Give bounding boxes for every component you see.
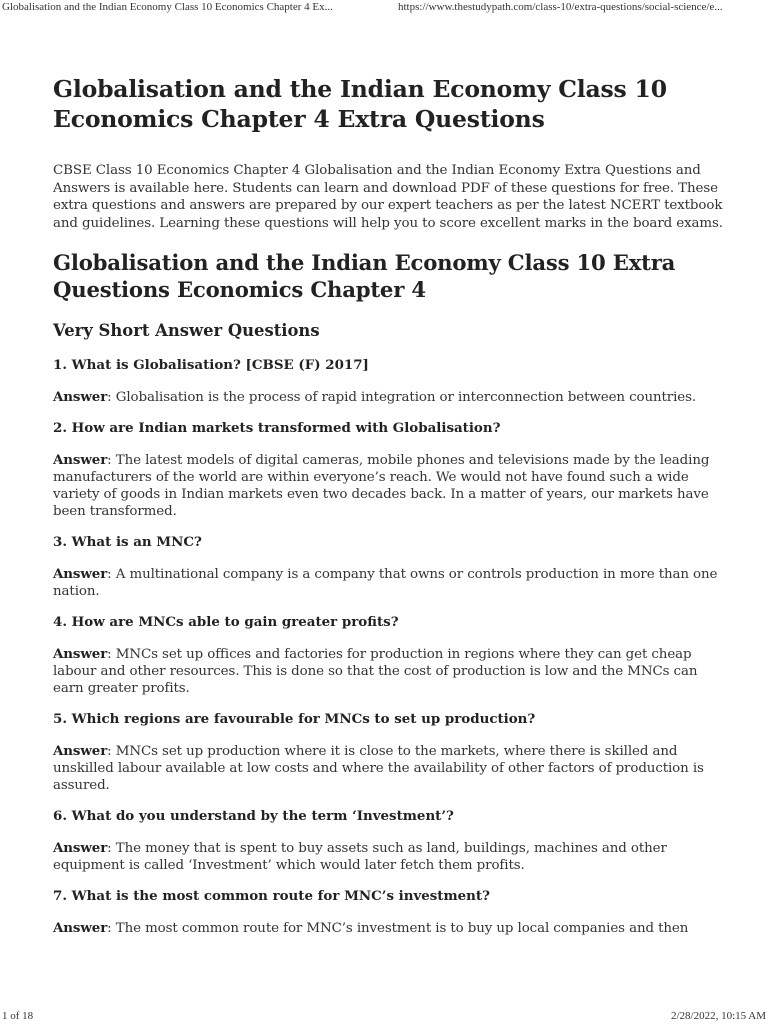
section-title: Globalisation and the Indian Economy Class 10 Extra Questions Economics Chapter 4 xyxy=(53,250,676,302)
answer-label: Answer xyxy=(53,566,108,582)
question: 1. What is Globalisation? [CBSE (F) 2017] xyxy=(53,357,369,373)
answer-text: : The latest models of digital cameras, mobile phones and televisions made by the leading manufacturers of the world are within everyone’s reach. We would not have found such a wide variety of goods in Indian markets even two decades back. In a matter of years, our markets have been transformed. xyxy=(53,453,710,519)
answer-text: : Globalisation is the process of rapid integration or interconnection between countries. xyxy=(107,390,697,405)
answer-text: : A multinational company is a company that owns or controls production in more than one nation. xyxy=(53,567,718,599)
answer xyxy=(53,566,729,600)
page-number: 1 of 18 xyxy=(2,1010,34,1022)
print-datetime: 2/28/2022, 10:15 AM xyxy=(670,1010,766,1022)
answer-label: Answer xyxy=(53,920,108,936)
answer xyxy=(53,452,729,520)
answer xyxy=(53,920,729,937)
print-header-title: Globalisation and the Indian Economy Class 10 Economics Chapter 4 Ex... xyxy=(2,1,333,13)
answer-text: : The most common route for MNC’s investment is to buy up local companies and then xyxy=(107,921,689,936)
answer-text: : MNCs set up production where it is close to the markets, where there is skilled and unskilled labour available at low costs and where the availability of other factors of production is assured. xyxy=(53,744,704,793)
subsection-title: Very Short Answer Questions xyxy=(53,321,320,340)
answer xyxy=(53,646,729,697)
intro-paragraph: CBSE Class 10 Economics Chapter 4 Globalisation and the Indian Economy Extra Questions and Answers is available here. Students can learn and download PDF of these questions for free. These extra questions and answers are prepared by our expert teachers as per the latest NCERT textbook and guidelines. Learning these questions will help you to score excellent marks in the board exams. xyxy=(53,163,723,231)
qa-item xyxy=(53,356,729,406)
answer xyxy=(53,840,729,874)
qa-item xyxy=(53,533,729,600)
answer-label: Answer xyxy=(53,452,108,468)
print-header xyxy=(0,0,768,16)
answer-text: : MNCs set up offices and factories for production in regions where they can get cheap labour and other resources. This is done so that the cost of production is low and the MNCs can earn greater profits. xyxy=(53,647,698,696)
answer-label: Answer xyxy=(53,840,108,856)
answer-text: : The money that is spent to buy assets such as land, buildings, machines and other equipment is called ‘Investment’ which would later fetch them profits. xyxy=(53,841,667,873)
answer xyxy=(53,389,729,406)
qa-item xyxy=(53,887,729,937)
question: 5. Which regions are favourable for MNCs to set up production? xyxy=(53,711,536,727)
question: 4. How are MNCs able to gain greater profits? xyxy=(53,614,399,630)
qa-item xyxy=(53,613,729,697)
question: 3. What is an MNC? xyxy=(53,534,202,550)
question: 2. How are Indian markets transformed with Globalisation? xyxy=(53,420,501,436)
article-content xyxy=(53,74,729,950)
qa-item xyxy=(53,807,729,874)
answer-label: Answer xyxy=(53,646,108,662)
question: 7. What is the most common route for MNC’s investment? xyxy=(53,888,490,904)
answer xyxy=(53,743,729,794)
qa-item xyxy=(53,710,729,794)
page-title: Globalisation and the Indian Economy Class 10 Economics Chapter 4 Extra Questions xyxy=(53,75,667,133)
qa-list xyxy=(53,356,729,937)
question: 6. What do you understand by the term ‘Investment’? xyxy=(53,808,454,824)
answer-label: Answer xyxy=(53,743,108,759)
qa-item xyxy=(53,419,729,520)
print-footer xyxy=(0,1009,768,1024)
answer-label: Answer xyxy=(53,389,108,405)
print-header-url: https://www.thestudypath.com/class-10/extra-questions/social-science/e... xyxy=(398,1,723,13)
